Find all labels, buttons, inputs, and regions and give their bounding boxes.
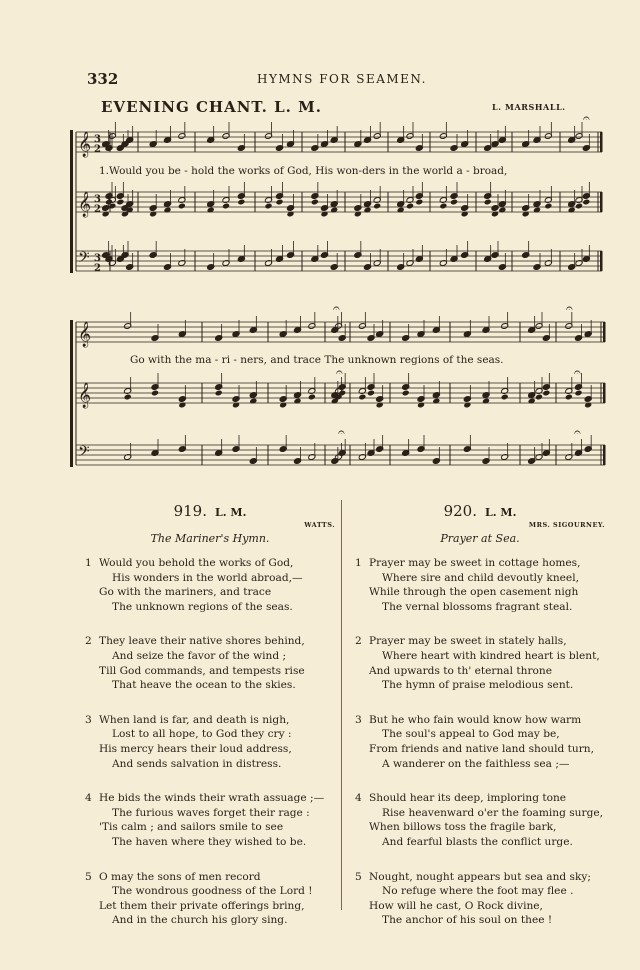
- stanza-line: [355, 678, 605, 693]
- stanza: [85, 870, 335, 928]
- stanza-line-text: When land is far, and death is nigh,: [99, 713, 290, 726]
- svg-text:𝄐: 𝄐: [333, 301, 340, 315]
- stanza-line: [355, 884, 605, 899]
- stanza-line: [355, 571, 605, 586]
- stanza-line: [355, 634, 605, 649]
- stanza-line-text: From friends and native land should turn,: [369, 742, 594, 755]
- stanza-number: 4: [85, 792, 92, 805]
- stanza-line-text: And sends salvation in distress.: [112, 757, 282, 770]
- stanza-number: 1: [355, 557, 362, 569]
- stanza-line-text: Would you behold the works of God,: [99, 557, 294, 569]
- svg-text:3: 3: [94, 253, 101, 264]
- stanza-line: [355, 899, 605, 914]
- stanza-line-text: How will he cast, O Rock divine,: [369, 899, 543, 912]
- stanza-line: [85, 556, 335, 571]
- page-number: 332: [87, 70, 119, 88]
- stanza-line-text: Should hear its deep, imploring tone: [369, 792, 567, 805]
- stanza-number: 2: [355, 635, 362, 648]
- stanza-line-text: The anchor of his soul on thee !: [382, 914, 553, 927]
- stanza-number: 5: [355, 870, 362, 883]
- stanza-line-text: And upwards to th' eternal throne: [369, 664, 552, 677]
- stanza-line: [85, 899, 335, 914]
- hymn-919: [85, 502, 335, 948]
- stanza-line-text: The hymn of praise melodious sent.: [382, 679, 574, 692]
- stanza-line-text: The haven where they wished to be.: [112, 835, 307, 848]
- svg-text:𝄐: 𝄐: [574, 365, 581, 379]
- stanza-line-text: When billows toss the fragile bark,: [369, 821, 557, 834]
- stanza-line-text: Till God commands, and tempests rise: [99, 664, 305, 677]
- lyrics-line-1: 1.Would you be - hold the works of God, His won-ders in the world a - broad,: [99, 165, 508, 177]
- stanza-line: [85, 835, 335, 850]
- stanza-line: [355, 806, 605, 821]
- stanza-line: [355, 913, 605, 928]
- stanza-line: [355, 870, 605, 885]
- svg-text:3: 3: [94, 194, 101, 205]
- stanza-line-text: While through the open casement nigh: [369, 586, 579, 599]
- svg-text:𝄐: 𝄐: [336, 365, 343, 379]
- stanza-line: [85, 649, 335, 664]
- stanza-line: [85, 884, 335, 899]
- stanza-line-text: His mercy hears their loud address,: [99, 742, 292, 755]
- stanza-line-text: That heave the ocean to the skies.: [112, 679, 296, 692]
- svg-text:𝄞: 𝄞: [78, 132, 92, 157]
- svg-text:𝄞: 𝄞: [78, 192, 92, 217]
- tune-title: EVENING CHANT. L. M.: [101, 98, 322, 116]
- stanza-number: 3: [85, 713, 92, 726]
- hymn-920: [355, 502, 605, 948]
- stanza-line-text: The wondrous goodness of the Lord !: [112, 885, 313, 898]
- svg-text:𝄐: 𝄐: [583, 111, 590, 125]
- stanza-line: [85, 791, 335, 806]
- stanza-line: [355, 835, 605, 850]
- hymn-number: 919. L. M.: [173, 502, 247, 520]
- stanza-line: [355, 600, 605, 615]
- stanza: [355, 713, 605, 771]
- stanza: [355, 870, 605, 928]
- stanza-number: 3: [355, 713, 362, 726]
- svg-text:𝄐: 𝄐: [566, 301, 573, 315]
- svg-text:𝄢: 𝄢: [78, 249, 90, 270]
- music-system-2: [70, 301, 606, 467]
- stanza: [85, 556, 335, 614]
- stanza-line-text: But he who fain would know how warm: [369, 713, 582, 726]
- tune-composer: L. MARSHALL.: [492, 102, 566, 112]
- column-divider: [341, 500, 342, 910]
- stanza-line: [85, 664, 335, 679]
- svg-text:𝄐: 𝄐: [574, 425, 581, 439]
- stanza-number: 4: [355, 792, 362, 805]
- svg-text:2: 2: [94, 204, 101, 215]
- stanza-line: [85, 870, 335, 885]
- stanza-list: [355, 556, 605, 928]
- stanza-line-text: Let them their private offerings bring,: [99, 899, 305, 912]
- stanza-line-text: Prayer may be sweet in stately halls,: [369, 635, 567, 648]
- stanza-line-text: The furious waves forget their rage :: [112, 806, 310, 819]
- stanza-line: [85, 571, 335, 586]
- stanza-line: [85, 913, 335, 928]
- stanza-line-text: His wonders in the world abroad,—: [112, 571, 303, 584]
- stanza-line: [355, 820, 605, 835]
- stanza-line-text: They leave their native shores behind,: [99, 635, 305, 648]
- stanza-line: [355, 585, 605, 600]
- stanza-line-text: No refuge where the foot may flee .: [382, 885, 574, 898]
- stanza-line: [355, 649, 605, 664]
- svg-text:𝄢: 𝄢: [78, 443, 90, 464]
- running-head: HYMNS FOR SEAMEN.: [257, 72, 427, 86]
- stanza-line: [355, 727, 605, 742]
- svg-text:3: 3: [94, 134, 101, 145]
- stanza-line: [355, 757, 605, 772]
- stanza: [355, 791, 605, 849]
- stanza-line-text: The unknown regions of the seas.: [112, 600, 293, 613]
- stanza-line: [85, 757, 335, 772]
- stanza-line-text: He bids the winds their wrath assuage ;—: [99, 792, 325, 805]
- stanza-line: [355, 713, 605, 728]
- stanza-line: [85, 678, 335, 693]
- stanza-line-text: Lost to all hope, to God they cry :: [112, 728, 292, 741]
- stanza-line-text: 'Tis calm ; and sailors smile to see: [99, 821, 284, 834]
- stanza: [85, 791, 335, 849]
- hymn-number: 920. L. M.: [443, 502, 517, 520]
- svg-text:2: 2: [94, 263, 101, 274]
- lyrics-line-2: Go with the ma - ri - ners, and trace The unknown regions of the seas.: [130, 354, 504, 366]
- stanza-line-text: A wanderer on the faithless sea ;—: [382, 757, 570, 770]
- stanza-line-text: Rise heavenward o'er the foaming surge,: [382, 806, 603, 819]
- stanza: [355, 634, 605, 692]
- stanza-line: [85, 727, 335, 742]
- stanza-line-text: O may the sons of men record: [99, 870, 261, 883]
- hymn-author: WATTS.: [304, 521, 335, 529]
- stanza-line: [355, 556, 605, 571]
- stanza-number: 5: [85, 870, 92, 883]
- stanza-line-text: Where sire and child devoutly kneel,: [382, 571, 579, 584]
- svg-text:2: 2: [94, 144, 101, 155]
- stanza-line-text: The soul's appeal to God may be,: [382, 728, 560, 741]
- stanza: [355, 556, 605, 614]
- stanza: [85, 713, 335, 771]
- stanza-line-text: And fearful blasts the conflict urge.: [382, 835, 573, 848]
- stanza-line-text: Where heart with kindred heart is blent,: [382, 649, 600, 662]
- stanza-line-text: Go with the mariners, and trace: [99, 586, 272, 599]
- svg-text:𝄞: 𝄞: [78, 322, 92, 347]
- hymn-title: Prayer at Sea.: [440, 532, 520, 545]
- stanza-line-text: And seize the favor of the wind ;: [112, 649, 287, 662]
- stanza-line: [85, 600, 335, 615]
- stanza-line: [85, 634, 335, 649]
- stanza-line: [355, 742, 605, 757]
- stanza-number: 1: [85, 557, 92, 569]
- stanza-line: [85, 820, 335, 835]
- hymn-author: MRS. SIGOURNEY.: [528, 521, 605, 529]
- stanza-line-text: And in the church his glory sing.: [112, 914, 288, 927]
- stanza-line-text: The vernal blossoms fragrant steal.: [382, 600, 573, 613]
- stanza-line-text: Prayer may be sweet in cottage homes,: [369, 557, 581, 569]
- stanza-line: [355, 791, 605, 806]
- stanza: [85, 634, 335, 692]
- stanza-line: [85, 585, 335, 600]
- stanza-line: [85, 713, 335, 728]
- svg-text:𝄞: 𝄞: [78, 383, 92, 408]
- hymn-title: The Mariner's Hymn.: [150, 532, 270, 545]
- svg-text:𝄐: 𝄐: [338, 425, 345, 439]
- stanza-line: [355, 664, 605, 679]
- stanza-line: [85, 742, 335, 757]
- stanza-number: 2: [85, 635, 92, 648]
- music-system-1: [70, 111, 603, 274]
- stanza-line: [85, 806, 335, 821]
- stanza-line-text: Nought, nought appears but sea and sky;: [369, 870, 591, 883]
- stanza-list: [85, 556, 335, 928]
